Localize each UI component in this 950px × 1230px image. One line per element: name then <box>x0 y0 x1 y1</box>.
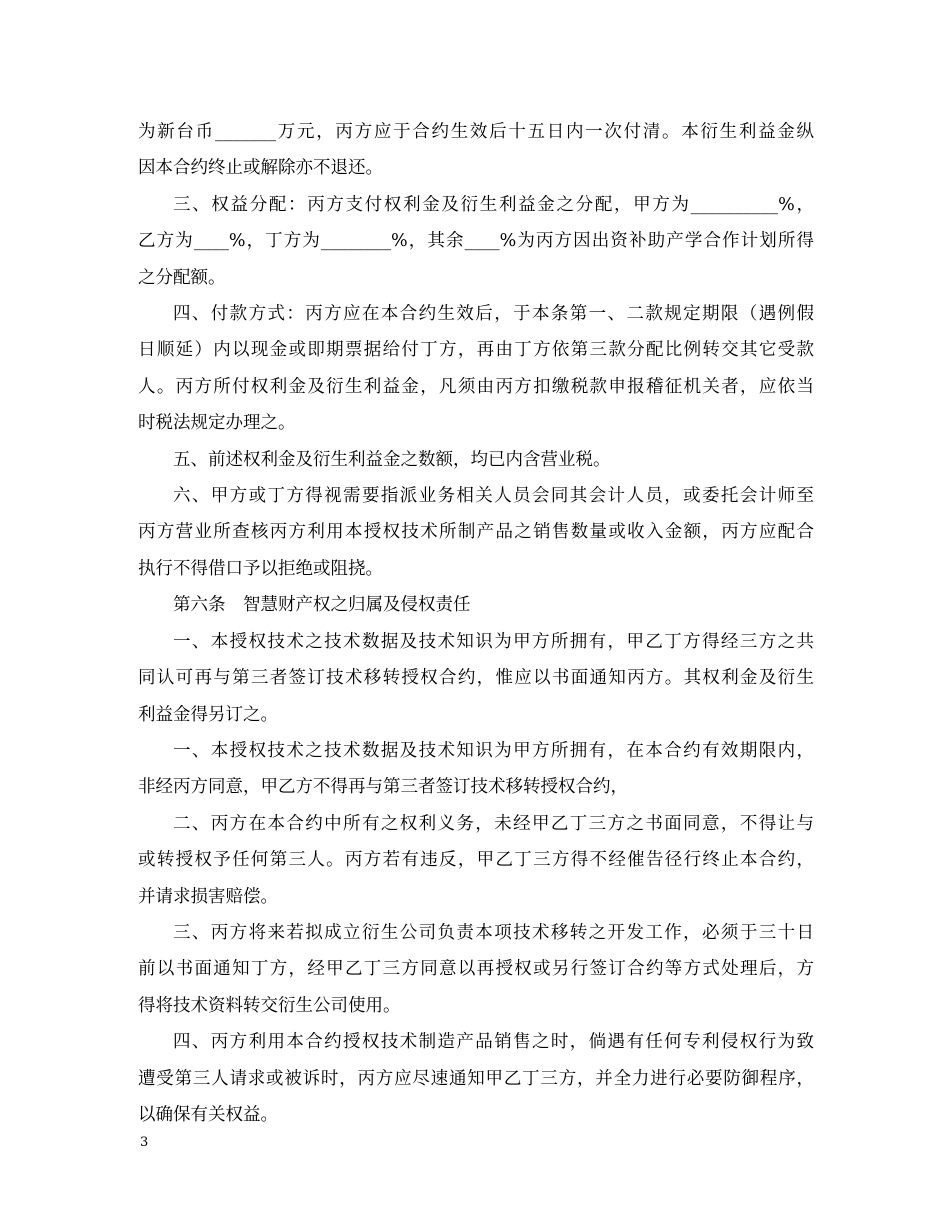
paragraph-spinoff-company <box>138 915 814 1024</box>
text-line: 以确保有关权益。 <box>138 1104 278 1125</box>
text-line: 三、丙方将来若拟成立衍生公司负责本项技术移转之开发工作，必须于三十日 <box>173 922 814 943</box>
text-line: 四、付款方式：丙方应在本合约生效后，于本条第一、二款规定期限（遇例假 <box>173 304 814 325</box>
paragraph-payment-amount <box>138 114 814 187</box>
paragraph-payment-method <box>138 296 814 442</box>
text-line: 四、丙方利用本合约授权技术制造产品销售之时，倘遇有任何专利侵权行为致 <box>173 1032 814 1053</box>
article-heading <box>138 587 814 623</box>
text-line: 因本合约终止或解除亦不退还。 <box>138 158 383 179</box>
text-line: 人。丙方所付权利金及衍生利益金，凡须由丙方扣缴税款申报稽征机关者，应依当 <box>138 376 814 397</box>
text-line: 利益金得另订之。 <box>138 704 278 725</box>
paragraph-no-assignment <box>138 806 814 915</box>
paragraph-infringement <box>138 1024 814 1133</box>
paragraph-audit <box>138 478 814 587</box>
text-line: 之分配额。 <box>138 267 226 288</box>
text-line: 非经丙方同意，甲乙方不得再与第三者签订技术移转授权合约， <box>138 777 628 798</box>
text-line: 或转授权予任何第三人。丙方若有违反，甲乙丁三方得不经催告径行终止本合约， <box>138 850 814 871</box>
text-line: 一、本授权技术之技术数据及技术知识为甲方所拥有，甲乙丁方得经三方之共 <box>173 631 814 652</box>
text-line: 一、本授权技术之技术数据及技术知识为甲方所拥有，在本合约有效期限内， <box>173 740 814 761</box>
text-line: 六、甲方或丁方得视需要指派业务相关人员会同其会计人员，或委托会计师至 <box>173 486 814 507</box>
paragraph-benefit-distribution <box>138 187 814 296</box>
paragraph-ip-ownership-1 <box>138 624 814 733</box>
text-line: 前以书面通知丁方，经甲乙丁三方同意以再授权或另行签订合约等方式处理后，方 <box>138 959 814 980</box>
text-line: 时税法规定办理之。 <box>138 413 296 434</box>
text-line: 第六条 智慧财产权之归属及侵权责任 <box>173 595 471 616</box>
text-line: 二、丙方在本合约中所有之权利义务，未经甲乙丁三方之书面同意，不得让与 <box>173 813 814 834</box>
document-body <box>138 114 814 1133</box>
paragraph-ip-ownership-2 <box>138 733 814 806</box>
text-line: 乙方为____%，丁方为________%，其余____%为丙方因出资补助产学合作计划所得 <box>138 231 814 252</box>
text-line: 日顺延）内以现金或即期票据给付丁方，再由丁方依第三款分配比例转交其它受款 <box>138 340 814 361</box>
paragraph-business-tax <box>138 442 814 478</box>
text-line: 同认可再与第三者签订技术移转授权合约，惟应以书面通知丙方。其权利金及衍生 <box>138 668 814 689</box>
page-number: 3 <box>140 1135 149 1150</box>
text-line: 执行不得借口予以拒绝或阻挠。 <box>138 558 383 579</box>
text-line: 五、前述权利金及衍生利益金之数额，均已内含营业税。 <box>173 449 611 470</box>
text-line: 三、权益分配：丙方支付权利金及衍生利益金之分配，甲方为__________%， <box>173 194 814 215</box>
text-line: 得将技术资料转交衍生公司使用。 <box>138 995 401 1016</box>
text-line: 并请求损害赔偿。 <box>138 886 278 907</box>
text-line: 遭受第三人请求或被诉时，丙方应尽速通知甲乙丁三方，并全力进行必要防御程序， <box>138 1068 814 1089</box>
text-line: 为新台币_______万元，丙方应于合约生效后十五日内一次付清。本衍生利益金纵 <box>138 122 814 142</box>
text-line: 丙方营业所查核丙方利用本授权技术所制产品之销售数量或收入金额，丙方应配合 <box>138 522 814 543</box>
